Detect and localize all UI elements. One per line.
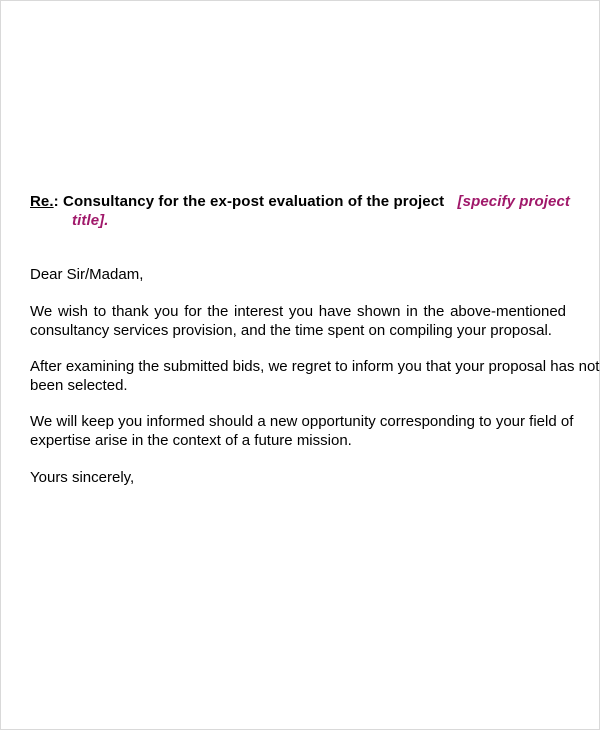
subject-line — [30, 192, 570, 230]
paragraph-rejection — [30, 357, 600, 395]
paragraph-thanks-line1: We wish to thank you for the interest you have shown in the above-mentioned — [30, 303, 566, 320]
closing-text: Yours sincerely, — [30, 469, 135, 486]
paragraph-future-line1: We will keep you informed should a new opportunity corresponding to your field of — [30, 413, 574, 430]
paragraph-rejection-line1: After examining the submitted bids, we regret to inform you that your proposal has not — [30, 358, 600, 375]
paragraph-future — [30, 412, 574, 450]
paragraph-thanks-line2: consultancy services provision, and the time spent on compiling your proposal. — [30, 322, 552, 339]
salutation-text: Dear Sir/Madam, — [30, 266, 144, 283]
salutation — [30, 265, 566, 284]
closing — [30, 468, 566, 487]
re-label: Re. — [30, 193, 54, 210]
paragraph-future-line2: expertise arise in the context of a future mission. — [30, 432, 352, 449]
paragraph-rejection-line2: been selected. — [30, 377, 128, 394]
re-colon: : — [53, 193, 59, 210]
project-title-placeholder-part2: title] — [72, 212, 105, 229]
subject-text: Consultancy for the ex-post evaluation of the project — [63, 193, 445, 210]
project-title-placeholder-part1: [specify project — [457, 193, 570, 210]
subject-period: . — [104, 212, 109, 229]
paragraph-thanks — [30, 302, 566, 340]
